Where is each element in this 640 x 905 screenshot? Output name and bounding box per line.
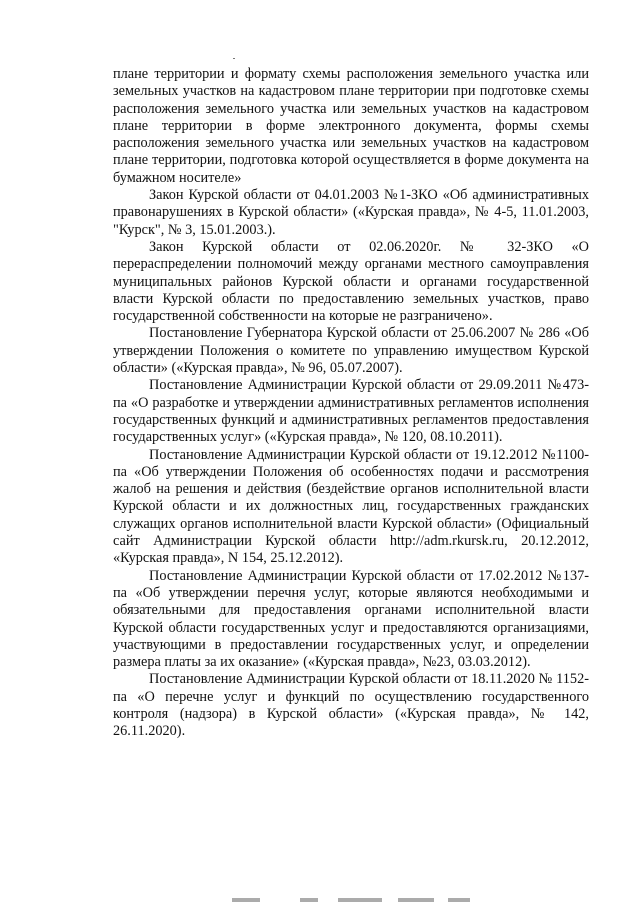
scan-bottom-edge: [0, 898, 640, 905]
paragraph-decree-admin-regulations: Постановление Администрации Курской области от 29.09.2011 №473-па «О разработке и утверждении административных регламентов исполнения государственных функций и административных регламентов предоставления государственных услуг» («Курская правда», № 120, 08.10.2011).: [113, 377, 589, 446]
scan-artifact: [232, 898, 260, 902]
paragraph-governor-decree-property-committee: Постановление Губернатора Курской области от 25.06.2007 № 286 «Об утверждении Положения о комитете по управлению имуществом Курской области» («Курская правда», № 96, 05.07.2007).: [113, 325, 589, 377]
paragraph-decree-control-functions: Постановление Администрации Курской области от 18.11.2020 № 1152-па «О перечне услуг и функций по осуществлению государственного контроля (надзора) в Курской области» («Курская правда», № 142, 26.11.2020).: [113, 671, 589, 740]
paragraph-decree-complaints: Постановление Администрации Курской области от 19.12.2012 №1100-па «Об утверждении Положения об особенностях подачи и рассмотрения жалоб на решения и действия (бездействие органов исполнительной власти Курской области и их должностных лиц, государственных гражданских служащих органов исполнительной власти Курской области» (Официальный сайт Администрации Курской области http://adm.rkursk.ru, 20.12.2012, «Курская правда», N 154, 25.12.2012).: [113, 446, 589, 567]
scan-artifact: [398, 898, 434, 902]
scan-artifact: [338, 898, 382, 902]
paragraph-law-administrative-offenses: Закон Курской области от 04.01.2003 №1-ЗКО «Об административных правонарушениях в Курской области» («Курская правда», № 4-5, 11.01.2003, "Курск", № 3, 15.01.2003.).: [113, 187, 589, 238]
paragraph-law-redistribution-powers: Закон Курской области от 02.06.2020г. № 32-ЗКО «О перераспределении полномочий между органами местного самоуправления муниципальных районов Курской области и органами государственной власти Курской области по предоставлению земельных участков, право государственной собственности на которые не разграничено».: [113, 238, 589, 325]
paragraph-scheme-continuation: плане территории и формату схемы расположения земельного участка или земельных участков на кадастровом плане территории при подготовке схемы расположения земельного участка или земельных участков на кадастровом плане территории в форме электронного документа, формы схемы расположения земельного участка или земельных участков на кадастровом плане территории, подготовка которой осуществляется в форме документа на бумажном носителе»: [113, 66, 589, 186]
scan-speck: [233, 58, 235, 59]
scan-artifact: [300, 898, 318, 902]
paragraph-decree-services-list: Постановление Администрации Курской области от 17.02.2012 №137-па «Об утверждении перечня услуг, которые являются необходимыми и обязательными для предоставления органами исполнительной власти Курской области государственных услуг и предоставляются организациями, участвующими в предоставлении государственных услуг, и определении размера платы за их оказание» («Курская правда», №23, 03.03.2012).: [113, 567, 589, 671]
scan-artifact: [448, 898, 470, 902]
document-body: [113, 66, 589, 741]
